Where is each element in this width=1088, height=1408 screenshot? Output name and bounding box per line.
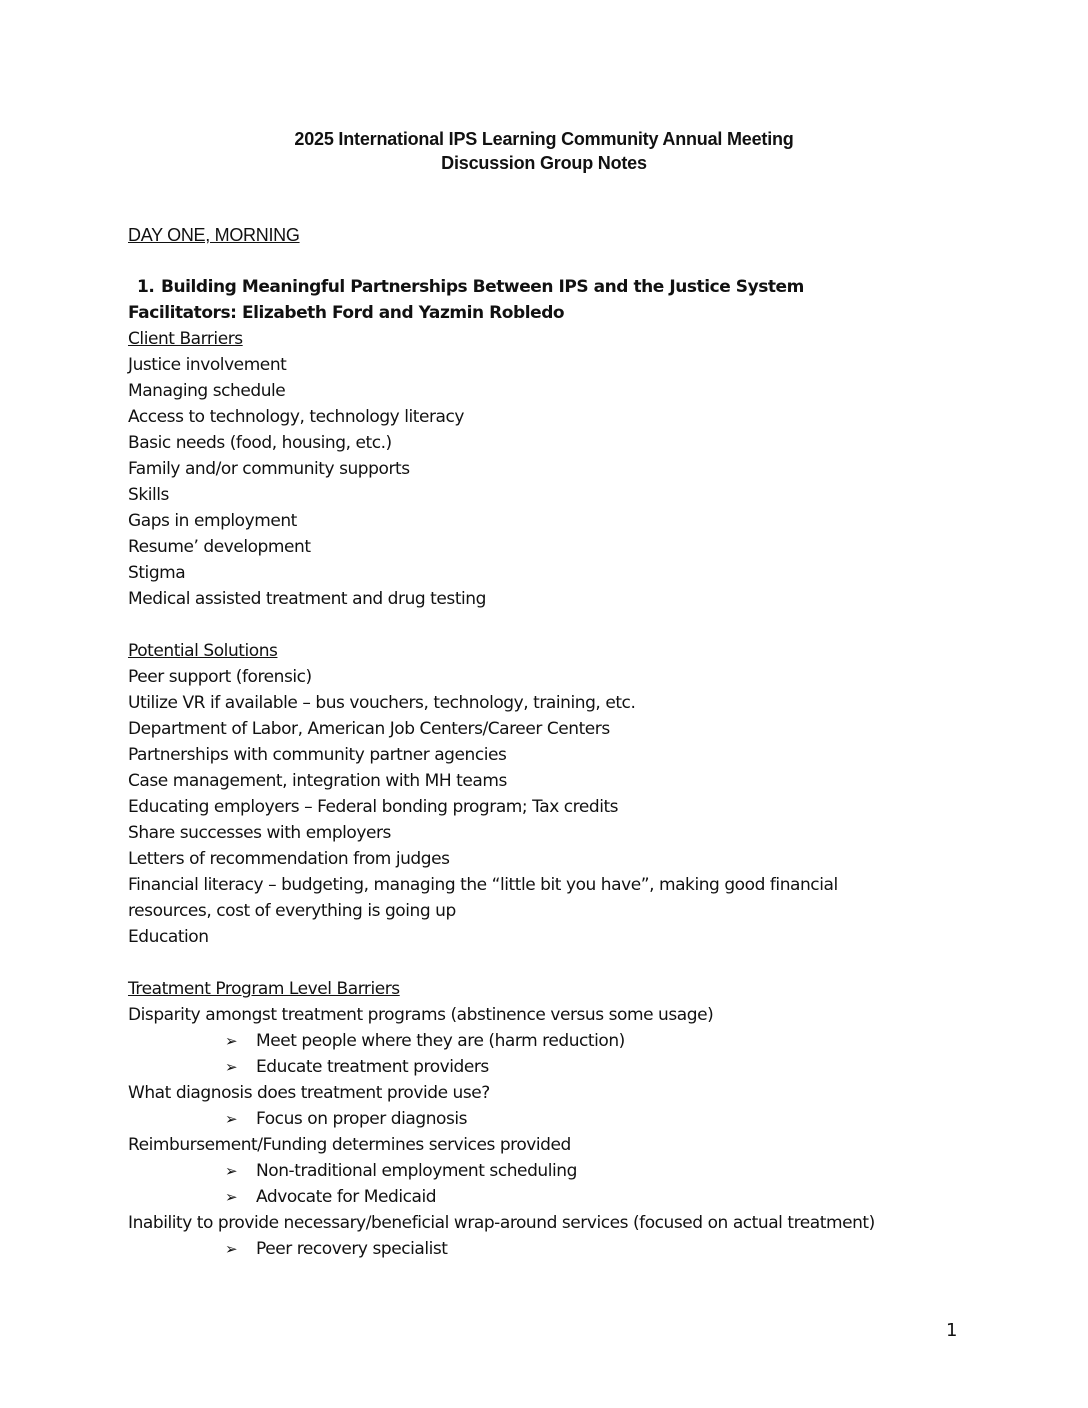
list-item: Justice involvement <box>128 355 287 375</box>
list-item: Education <box>128 927 209 947</box>
page-number: 1 <box>946 1320 958 1341</box>
barrier-item: Inability to provide necessary/beneficial wrap-around services (focused on actual treatment) <box>128 1213 875 1233</box>
bullet-item <box>128 1236 1008 1262</box>
list-item: Partnerships with community partner agencies <box>128 745 507 765</box>
list-item: Gaps in employment <box>128 511 297 531</box>
topic-title <box>128 274 1008 300</box>
list-item: Peer support (forensic) <box>128 667 312 687</box>
list-item: Financial literacy – budgeting, managing the “little bit you have”, making good financial resources, cost of everything is going up <box>128 875 838 921</box>
bullet-item <box>128 1054 1008 1080</box>
bullet-text: Educate treatment providers <box>256 1057 489 1077</box>
list-item: Managing schedule <box>128 381 286 401</box>
list-item: Share successes with employers <box>128 823 391 843</box>
list-item: Letters of recommendation from judges <box>128 849 450 869</box>
document-title: 2025 International IPS Learning Community Annual Meeting <box>294 129 794 149</box>
bullet-text: Peer recovery specialist <box>256 1239 448 1259</box>
bullet-text: Non-traditional employment scheduling <box>256 1161 577 1181</box>
bullet-text: Advocate for Medicaid <box>256 1187 437 1207</box>
barrier-item: What diagnosis does treatment provide use? <box>128 1083 490 1103</box>
list-item: Resume’ development <box>128 537 311 557</box>
barrier-item: Reimbursement/Funding determines services provided <box>128 1135 571 1155</box>
bullet-item <box>128 1184 1008 1210</box>
arrow-bullet-icon: ➢ <box>225 1188 238 1206</box>
spacer <box>128 950 1008 976</box>
arrow-bullet-icon: ➢ <box>225 1162 238 1180</box>
section-label: DAY ONE, MORNING <box>128 225 300 245</box>
list-item: Skills <box>128 485 169 505</box>
list-item: Access to technology, technology literacy <box>128 407 465 427</box>
document-subtitle: Discussion Group Notes <box>441 153 647 173</box>
list-item: Family and/or community supports <box>128 459 410 479</box>
barrier-item: Disparity amongst treatment programs (abstinence versus some usage) <box>128 1005 714 1025</box>
topic-title-text: Building Meaningful Partnerships Between IPS and the Justice System <box>161 277 804 297</box>
list-item: Utilize VR if available – bus vouchers, technology, training, etc. <box>128 693 636 713</box>
arrow-bullet-icon: ➢ <box>225 1032 238 1050</box>
topic-number: 1. <box>137 277 155 297</box>
bullet-text: Focus on proper diagnosis <box>256 1109 468 1129</box>
bullet-item <box>128 1106 1008 1132</box>
list-item: Educating employers – Federal bonding program; Tax credits <box>128 797 619 817</box>
arrow-bullet-icon: ➢ <box>225 1058 238 1076</box>
list-item: Department of Labor, American Job Centers/Career Centers <box>128 719 610 739</box>
bullet-item <box>128 1028 1008 1054</box>
client-barriers-heading: Client Barriers <box>128 329 243 349</box>
arrow-bullet-icon: ➢ <box>225 1110 238 1128</box>
facilitators-line: Facilitators: Elizabeth Ford and Yazmin Robledo <box>128 303 565 323</box>
spacer <box>128 612 1008 638</box>
treatment-barriers-heading: Treatment Program Level Barriers <box>128 979 400 999</box>
document-header <box>0 127 1088 175</box>
document-body <box>128 274 1008 1262</box>
list-item: Medical assisted treatment and drug testing <box>128 589 486 609</box>
list-item: Case management, integration with MH teams <box>128 771 507 791</box>
bullet-item <box>128 1158 1008 1184</box>
bullet-text: Meet people where they are (harm reduction) <box>256 1031 625 1051</box>
list-item: Basic needs (food, housing, etc.) <box>128 433 392 453</box>
list-item: Stigma <box>128 563 186 583</box>
potential-solutions-heading: Potential Solutions <box>128 641 278 661</box>
arrow-bullet-icon: ➢ <box>225 1240 238 1258</box>
